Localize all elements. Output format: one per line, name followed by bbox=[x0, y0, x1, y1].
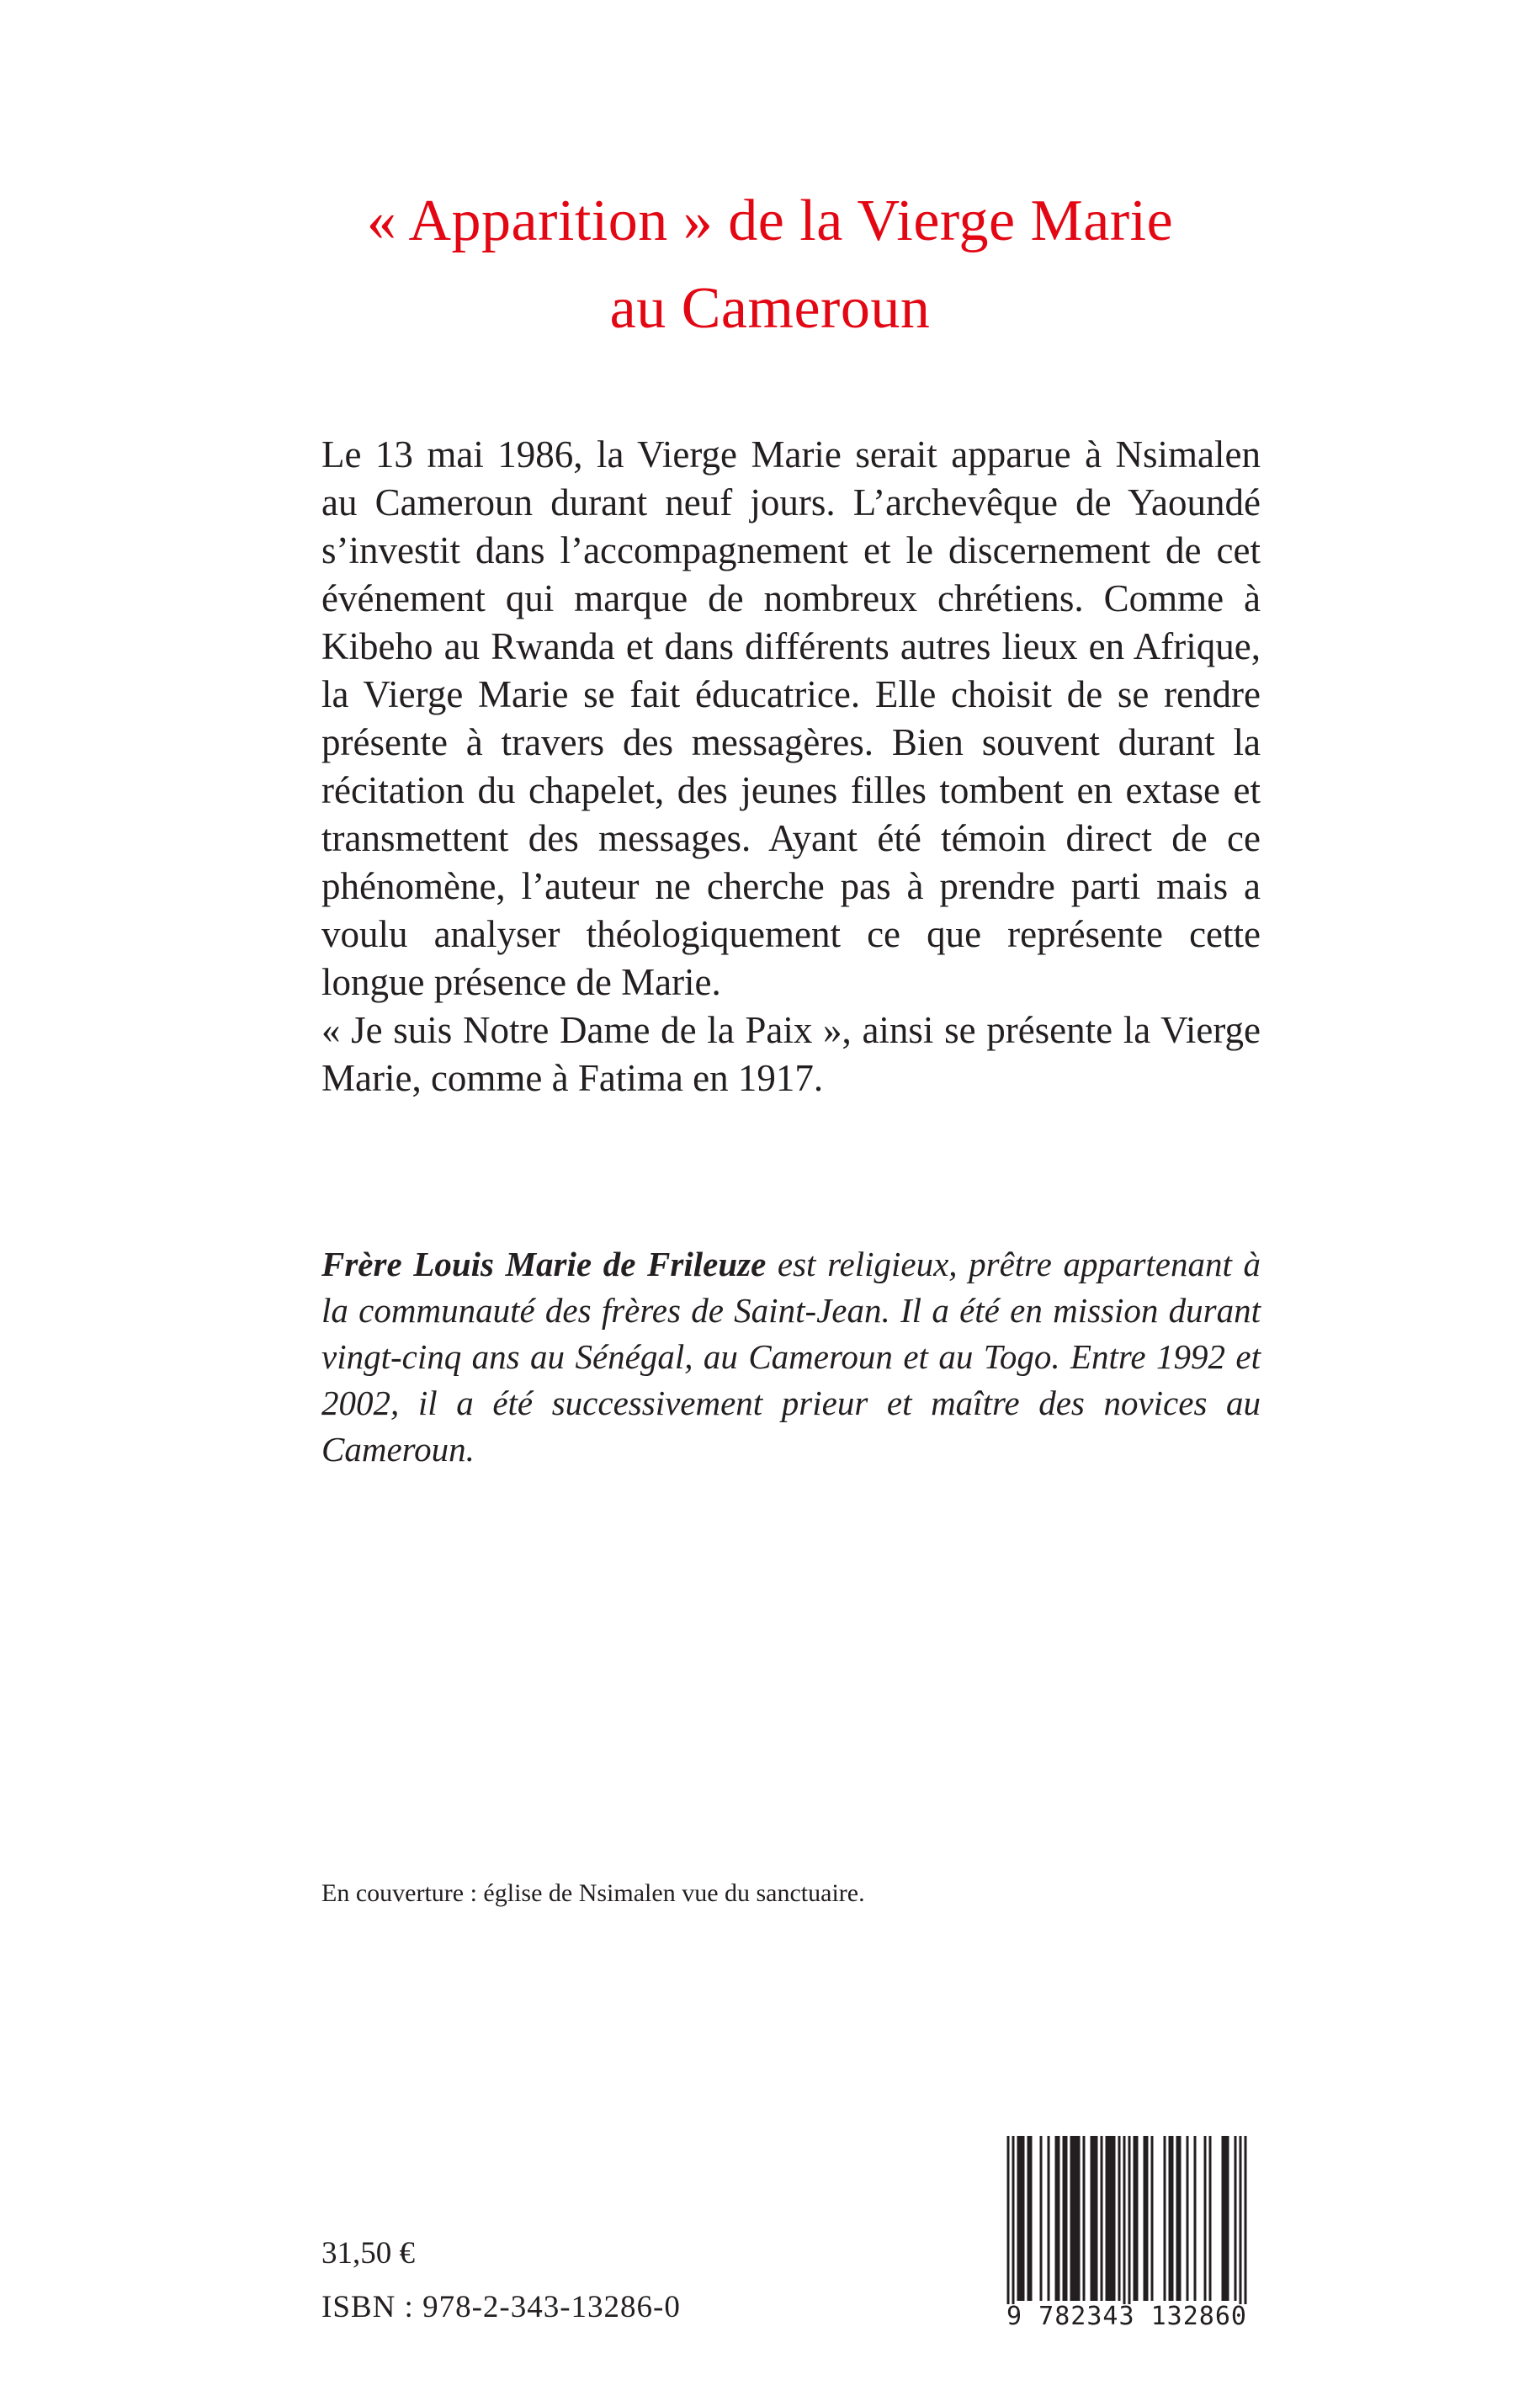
title-line-2: au Cameroun bbox=[609, 276, 931, 341]
barcode-bar-8 bbox=[1070, 2136, 1081, 2301]
book-description bbox=[321, 431, 1261, 1102]
barcode-bar-23 bbox=[1194, 2136, 1197, 2301]
barcode-bar-14 bbox=[1123, 2136, 1126, 2311]
author-bio-text: est religieux, prêtre appartenant à la communauté des frères de Saint-Jean. Il a été en mission durant vingt-cinq ans au Sénégal, au Cameroun et au Togo. Entre 1992 et 2002, il a été successivement prieur et maître des novices au Cameroun. bbox=[321, 1245, 1261, 1469]
author-name: Frère Louis Marie de Frileuze bbox=[321, 1245, 767, 1283]
barcode-bar-24 bbox=[1204, 2136, 1207, 2301]
barcode-bar-17 bbox=[1144, 2136, 1149, 2301]
barcode bbox=[991, 2136, 1262, 2338]
barcode-bar-22 bbox=[1187, 2136, 1189, 2301]
barcode-bar-21 bbox=[1176, 2136, 1182, 2301]
barcode-bar-18 bbox=[1151, 2136, 1154, 2301]
barcode-bar-29 bbox=[1245, 2136, 1247, 2311]
barcode-bars bbox=[991, 2136, 1262, 2313]
barcode-bar-28 bbox=[1240, 2136, 1242, 2311]
barcode-bar-6 bbox=[1055, 2136, 1060, 2301]
barcode-bar-5 bbox=[1048, 2136, 1050, 2301]
barcode-bar-7 bbox=[1063, 2136, 1068, 2301]
title-line-1: « Apparition » de la Vierge Marie bbox=[366, 189, 1174, 253]
barcode-bar-9 bbox=[1083, 2136, 1086, 2301]
description-paragraph-1: Le 13 mai 1986, la Vierge Marie serait apparue à Nsimalen au Cameroun durant neuf jours. L’archevêque de Yaoundé s’investit dans l’accompagnement et le discernement de cet événement qui marque de nombreux chrétiens. Comme à Kibeho au Rwanda et dans différents autres lieux en Afrique, la Vierge Marie se fait éducatrice. Elle choisit de se rendre présente à travers des messagères. Bien souvent durant la récitation du chapelet, des jeunes filles tombent en extase et transmettent des messages. Ayant été témoin direct de ce phénomène, l’auteur ne cherche pas à prendre parti mais a voulu analyser théologiquement ce que représente cette longue présence de Marie. bbox=[321, 433, 1261, 1003]
barcode-bar-0 bbox=[1007, 2136, 1010, 2311]
description-paragraph-2: « Je suis Notre Dame de la Paix », ainsi se présente la Vierge Marie, comme à Fatima en 1917. bbox=[321, 1009, 1261, 1099]
barcode-bar-15 bbox=[1128, 2136, 1131, 2311]
barcode-bar-13 bbox=[1118, 2136, 1121, 2301]
barcode-bar-10 bbox=[1091, 2136, 1098, 2301]
barcode-bar-27 bbox=[1235, 2136, 1237, 2301]
price: 31,50 € bbox=[321, 2236, 415, 2271]
barcode-bar-26 bbox=[1222, 2136, 1229, 2301]
barcode-bar-25 bbox=[1209, 2136, 1212, 2301]
barcode-bar-16 bbox=[1134, 2136, 1139, 2301]
barcode-bar-1 bbox=[1012, 2136, 1015, 2311]
barcode-bar-11 bbox=[1101, 2136, 1103, 2301]
barcode-bar-12 bbox=[1106, 2136, 1116, 2301]
barcode-bar-20 bbox=[1169, 2136, 1174, 2301]
barcode-bar-2 bbox=[1017, 2136, 1025, 2301]
barcode-bar-19 bbox=[1164, 2136, 1166, 2301]
barcode-bar-4 bbox=[1040, 2136, 1043, 2301]
author-bio bbox=[321, 1241, 1261, 1473]
barcode-bar-3 bbox=[1028, 2136, 1033, 2301]
barcode-digits: 9 782343 132860 bbox=[991, 2304, 1262, 2329]
isbn: ISBN : 978-2-343-13286-0 bbox=[321, 2290, 681, 2324]
cover-credit: En couverture : église de Nsimalen vue du sanctuaire. bbox=[321, 1879, 865, 1907]
